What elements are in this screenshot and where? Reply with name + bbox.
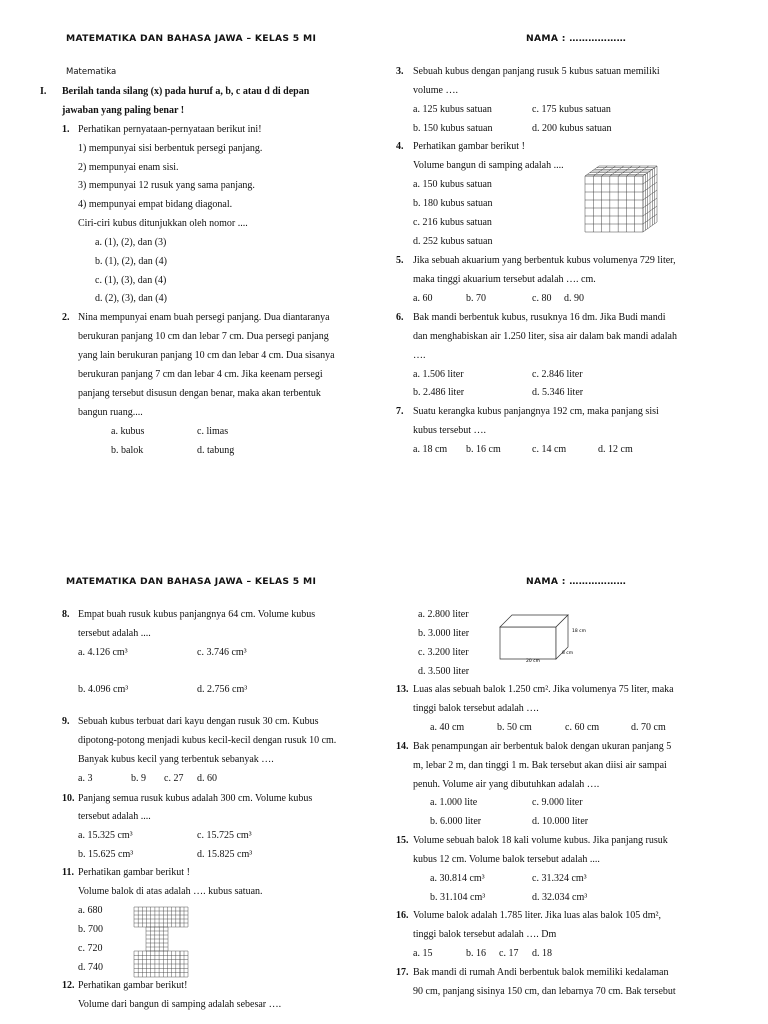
- answer-option[interactable]: b. 9: [131, 773, 146, 784]
- statement: 2) mempunyai enam sisi.: [78, 162, 179, 173]
- answer-option[interactable]: b. 6.000 liter: [430, 816, 482, 827]
- answer-option[interactable]: a. 125 kubus satuan: [413, 104, 492, 115]
- answer-option[interactable]: b. 16 cm: [466, 444, 501, 455]
- question-text: Bak mandi berbentuk kubus, rusuknya 16 dm. Jika Budi mandi: [413, 312, 666, 323]
- answer-option[interactable]: c. 80: [532, 293, 552, 304]
- question-text: Bak penampungan air berbentuk balok dengan ukuran panjang 5: [413, 741, 672, 752]
- answer-option[interactable]: c. 3.200 liter: [418, 647, 469, 658]
- question-number: 13.: [396, 684, 409, 695]
- question-text: tersebut adalah ....: [78, 628, 151, 639]
- question-number: 11.: [62, 867, 74, 878]
- page-title: MATEMATIKA DAN BAHASA JAWA – KELAS 5 MI: [66, 33, 317, 44]
- question-text: Banyak kubus kecil yang terbentuk sebanyak ….: [78, 754, 274, 765]
- question-text: penuh. Volume air yang dibutuhkan adalah ….: [413, 779, 600, 790]
- answer-option[interactable]: d. 32.034 cm³: [532, 892, 588, 903]
- question-number: 16.: [396, 910, 409, 921]
- answer-option[interactable]: c. 17: [499, 948, 519, 959]
- question-number: 15.: [396, 835, 409, 846]
- question-text: Bak mandi di rumah Andi berbentuk balok memiliki kedalaman: [413, 967, 669, 978]
- question-number: 12.: [62, 980, 75, 991]
- answer-option[interactable]: a. kubus: [111, 426, 145, 437]
- answer-option[interactable]: c. 31.324 cm³: [532, 873, 587, 884]
- answer-option[interactable]: d. 200 kubus satuan: [532, 123, 612, 134]
- answer-option[interactable]: c. 175 kubus satuan: [532, 104, 611, 115]
- answer-option[interactable]: d. 252 kubus satuan: [413, 236, 493, 247]
- answer-option[interactable]: a. 40 cm: [430, 722, 465, 733]
- answer-option[interactable]: d. (2), (3), dan (4): [95, 293, 167, 304]
- question-text: Perhatikan gambar berikut !: [413, 141, 525, 152]
- section-label: Matematika: [66, 67, 117, 77]
- question-text: 90 cm, panjang sisinya 150 cm, dan lebarnya 70 cm. Bak tersebut: [413, 986, 676, 997]
- answer-option[interactable]: d. 3.500 liter: [418, 666, 470, 677]
- answer-option[interactable]: d. 60: [197, 773, 217, 784]
- question-text: Panjang semua rusuk kubus adalah 300 cm. Volume kubus: [78, 793, 313, 804]
- question-text: dipotong-potong menjadi kubus kecil-kecil dengan rusuk 10 cm.: [78, 735, 337, 746]
- name-field: NAMA : ………………: [526, 576, 627, 587]
- answer-option[interactable]: b. 70: [466, 293, 486, 304]
- answer-option[interactable]: c. 2.846 liter: [532, 369, 583, 380]
- question-number: 17.: [396, 967, 409, 978]
- answer-option[interactable]: a. 18 cm: [413, 444, 448, 455]
- answer-option[interactable]: c. 14 cm: [532, 444, 567, 455]
- question-text: Sebuah kubus dengan panjang rusuk 5 kubus satuan memiliki: [413, 66, 660, 77]
- answer-option[interactable]: d. 15.825 cm³: [197, 849, 253, 860]
- answer-option[interactable]: b. 4.096 cm³: [78, 684, 129, 695]
- question-number: 2.: [62, 312, 70, 323]
- question-text: Luas alas sebuah balok 1.250 cm². Jika volumenya 75 liter, maka: [413, 684, 674, 695]
- answer-option[interactable]: a. 1.506 liter: [413, 369, 464, 380]
- answer-option[interactable]: b. 16: [466, 948, 486, 959]
- question-text: Nina mempunyai enam buah persegi panjang. Dua diantaranya: [78, 312, 330, 323]
- question-text: yang lain berukuran panjang 10 cm dan lebar 4 cm. Dua sisanya: [78, 350, 335, 361]
- answer-option[interactable]: d. 12 cm: [598, 444, 633, 455]
- question-number: 3.: [396, 66, 404, 77]
- question-text: Suatu kerangka kubus panjangnya 192 cm, maka panjang sisi: [413, 406, 659, 417]
- depth-label: 8 cm: [562, 651, 574, 656]
- question-text: Perhatikan gambar berikut !: [78, 867, 190, 878]
- question-text: Perhatikan gambar berikut!: [78, 980, 188, 991]
- question-text: Empat buah rusuk kubus panjangnya 64 cm. Volume kubus: [78, 609, 316, 620]
- answer-option[interactable]: a. 15: [413, 948, 433, 959]
- answer-option[interactable]: d. 5.346 liter: [532, 387, 584, 398]
- question-number: 1.: [62, 124, 70, 135]
- answer-option[interactable]: c. 9.000 liter: [532, 797, 583, 808]
- answer-option[interactable]: d. 18: [532, 948, 552, 959]
- question-text: Volume bangun di samping adalah ....: [413, 160, 564, 171]
- i-shaped-block-figure: [132, 903, 192, 981]
- question-text: tinggi balok tersebut adalah ….: [413, 703, 539, 714]
- question-text: Jika sebuah akuarium yang berbentuk kubus volumenya 729 liter,: [413, 255, 676, 266]
- answer-option[interactable]: b. 180 kubus satuan: [413, 198, 493, 209]
- statement: 3) mempunyai 12 rusuk yang sama panjang.: [78, 180, 255, 191]
- answer-option[interactable]: d. 90: [564, 293, 584, 304]
- question-number: 6.: [396, 312, 404, 323]
- question-text: dan menghabiskan air 1.250 liter, sisa air dalam bak mandi adalah: [413, 331, 677, 342]
- answer-option[interactable]: d. 10.000 liter: [532, 816, 589, 827]
- question-text: panjang tersebut disusun dengan benar, maka akan terbentuk: [78, 388, 321, 399]
- length-label: 20 cm: [526, 659, 541, 664]
- answer-option[interactable]: a. 2.800 liter: [418, 609, 469, 620]
- question-number: 5.: [396, 255, 404, 266]
- cuboid-figure: [496, 610, 587, 664]
- answer-option[interactable]: a. 150 kubus satuan: [413, 179, 492, 190]
- page-title: MATEMATIKA DAN BAHASA JAWA – KELAS 5 MI: [66, 576, 317, 587]
- answer-option[interactable]: b. 150 kubus satuan: [413, 123, 493, 134]
- answer-option[interactable]: b. 50 cm: [497, 722, 532, 733]
- statement: 4) mempunyai empat bidang diagonal.: [78, 199, 233, 210]
- question-text: tinggi balok tersebut adalah …. Dm: [413, 929, 557, 940]
- question-number: 8.: [62, 609, 70, 620]
- answer-option[interactable]: c. limas: [197, 426, 229, 437]
- answer-option[interactable]: c. 720: [78, 943, 103, 954]
- answer-option[interactable]: c. 216 kubus satuan: [413, 217, 492, 228]
- name-field: NAMA : ………………: [526, 33, 627, 44]
- statement: 1) mempunyai sisi berbentuk persegi panjang.: [78, 143, 263, 154]
- question-number: 14.: [396, 741, 409, 752]
- question-text: ….: [413, 350, 426, 361]
- answer-option[interactable]: d. 740: [78, 962, 103, 973]
- answer-option[interactable]: d. tabung: [197, 445, 235, 456]
- answer-option[interactable]: a. 1.000 lite: [430, 797, 478, 808]
- instruction-number: I.: [40, 86, 47, 97]
- instruction-line: jawaban yang paling benar !: [62, 105, 185, 116]
- question-text: Volume balok adalah 1.785 liter. Jika luas alas balok 105 dm²,: [413, 910, 662, 921]
- question-number: 4.: [396, 141, 404, 152]
- question-text: Volume sebuah balok 18 kali volume kubus. Jika panjang rusuk: [413, 835, 668, 846]
- question-text: Volume dari bangun di samping adalah sebesar ….: [78, 999, 282, 1010]
- question-text: bangun ruang....: [78, 407, 143, 418]
- question-text: maka tinggi akuarium tersebut adalah …. cm.: [413, 274, 596, 285]
- question-text: Volume balok di atas adalah …. kubus satuan.: [78, 886, 263, 897]
- answer-option[interactable]: a. 680: [78, 905, 103, 916]
- answer-option[interactable]: a. 4.126 cm³: [78, 647, 128, 658]
- answer-option[interactable]: a. 3: [78, 773, 93, 784]
- answer-option[interactable]: a. 15.325 cm³: [78, 830, 133, 841]
- answer-option[interactable]: b. 31.104 cm³: [430, 892, 486, 903]
- question-text: Sebuah kubus terbuat dari kayu dengan rusuk 30 cm. Kubus: [78, 716, 319, 727]
- answer-option[interactable]: b. (1), (2), dan (4): [95, 256, 167, 267]
- answer-option[interactable]: b. 700: [78, 924, 103, 935]
- answer-option[interactable]: d. 70 cm: [631, 722, 666, 733]
- answer-option[interactable]: c. 3.746 cm³: [197, 647, 247, 658]
- answer-option[interactable]: b. 15.625 cm³: [78, 849, 134, 860]
- question-text: tersebut adalah ....: [78, 811, 151, 822]
- question-text: berukuran panjang 10 cm dan lebar 7 cm. Dua persegi panjang: [78, 331, 329, 342]
- question-text: Ciri-ciri kubus ditunjukkan oleh nomor ....: [78, 218, 248, 229]
- answer-option[interactable]: d. 2.756 cm³: [197, 684, 248, 695]
- question-text: kubus 12 cm. Volume balok tersebut adalah ....: [413, 854, 600, 865]
- question-number: 9.: [62, 716, 70, 727]
- answer-option[interactable]: c. 27: [164, 773, 184, 784]
- answer-option[interactable]: a. (1), (2), dan (3): [95, 237, 167, 248]
- answer-option[interactable]: c. 60 cm: [565, 722, 600, 733]
- answer-option[interactable]: c. (1), (3), dan (4): [95, 275, 167, 286]
- question-text: volume ….: [413, 85, 458, 96]
- instruction-line: Berilah tanda silang (x) pada huruf a, b, c atau d di depan: [62, 86, 310, 97]
- question-text: kubus tersebut ….: [413, 425, 487, 436]
- question-text: berukuran panjang 7 cm dan lebar 4 cm. Jika keenam persegi: [78, 369, 323, 380]
- answer-option[interactable]: a. 60: [413, 293, 433, 304]
- answer-option[interactable]: c. 15.725 cm³: [197, 830, 252, 841]
- answer-option[interactable]: a. 30.814 cm³: [430, 873, 485, 884]
- answer-option[interactable]: b. 2.486 liter: [413, 387, 465, 398]
- unit-cube-figure: [583, 164, 659, 234]
- question-number: 10.: [62, 793, 75, 804]
- question-number: 7.: [396, 406, 404, 417]
- answer-option[interactable]: b. balok: [111, 445, 144, 456]
- question-text: m, lebar 2 m, dan tinggi 1 m. Bak tersebut akan diisi air sampai: [413, 760, 667, 771]
- question-text: Perhatikan pernyataan-pernyataan berikut ini!: [78, 124, 262, 135]
- answer-option[interactable]: b. 3.000 liter: [418, 628, 470, 639]
- height-label: 18 cm: [572, 629, 587, 634]
